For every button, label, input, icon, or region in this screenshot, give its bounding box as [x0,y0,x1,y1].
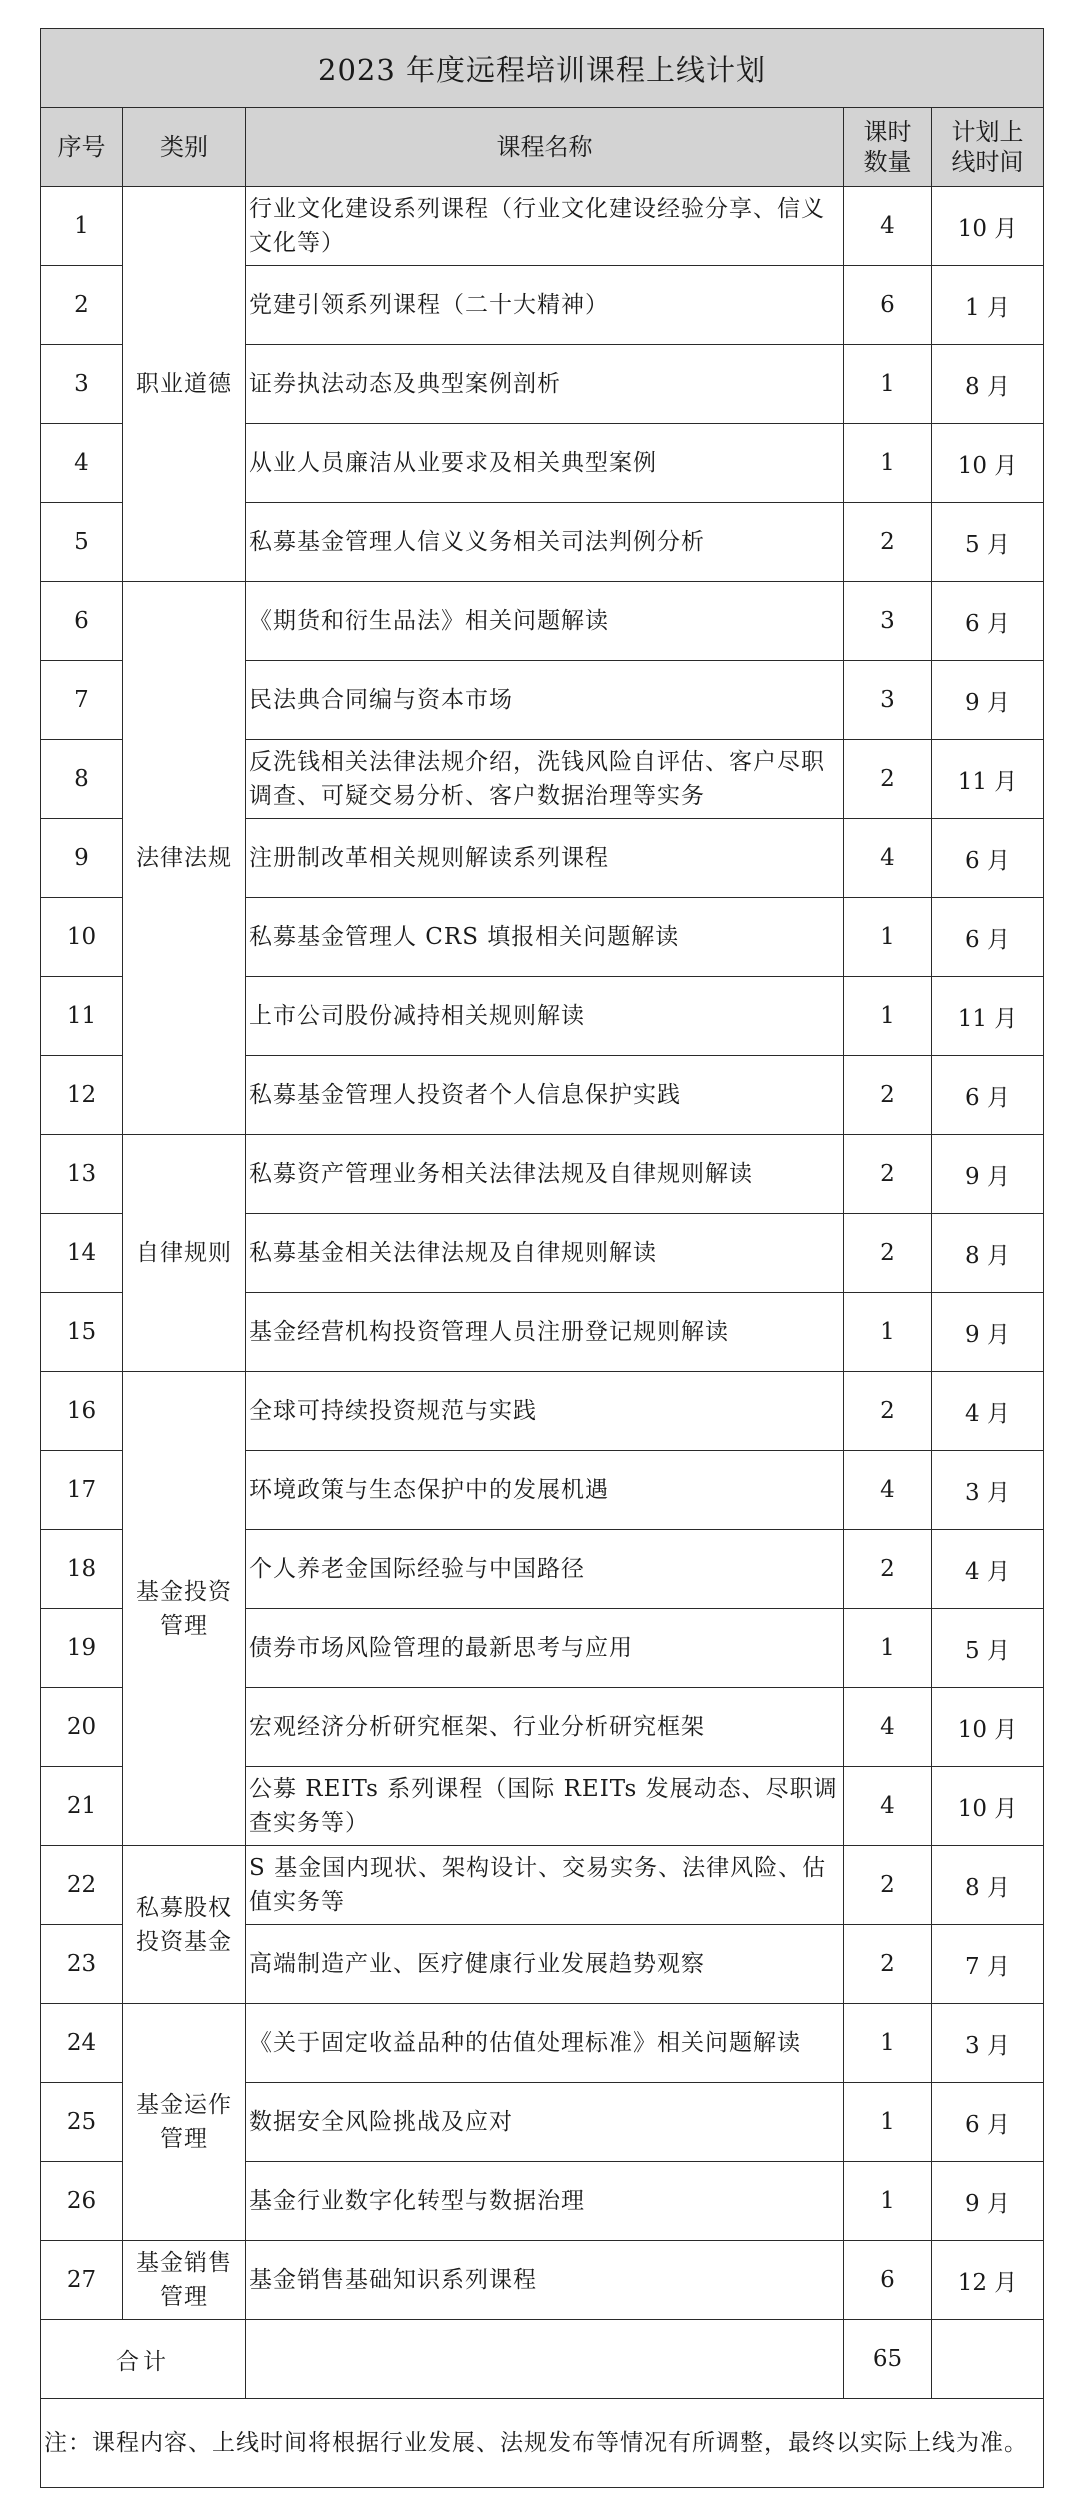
row-no: 16 [41,1372,123,1451]
header-hours-line: 课时 [863,118,912,146]
row-course-name: 数据安全风险挑战及应对 [246,2083,844,2162]
row-course-name: 私募资产管理业务相关法律法规及自律规则解读 [246,1135,844,1214]
table-row [41,2004,1044,2083]
category-line: 基金运作 [136,2092,232,2118]
row-hours: 4 [844,1688,932,1767]
row-hours: 4 [844,1451,932,1530]
category-line: 私募股权 [136,1894,232,1921]
row-no: 19 [41,1609,123,1688]
table-row [41,187,1044,266]
row-category [123,1846,246,2004]
category-line: 基金销售 [136,2250,232,2276]
row-hours: 2 [844,1530,932,1609]
row-month: 6 月 [932,2083,1044,2162]
row-month: 6 月 [932,898,1044,977]
course-plan-document [40,28,1043,2488]
row-no: 18 [41,1530,123,1609]
category-line: 基金投资 [136,1578,232,1605]
row-month: 10 月 [932,1688,1044,1767]
row-month: 4 月 [932,1372,1044,1451]
row-course-name: 证券执法动态及典型案例剖析 [246,345,844,424]
row-month: 7 月 [932,1925,1044,2004]
row-hours: 1 [844,2004,932,2083]
row-month: 9 月 [932,2162,1044,2241]
row-course-name: 私募基金管理人 CRS 填报相关问题解读 [246,898,844,977]
row-hours: 1 [844,424,932,503]
row-hours: 2 [844,1372,932,1451]
row-hours: 2 [844,1135,932,1214]
row-month: 8 月 [932,1846,1044,1925]
row-category [123,582,246,1135]
row-month: 10 月 [932,424,1044,503]
row-month: 9 月 [932,1135,1044,1214]
row-no: 11 [41,977,123,1056]
row-course-name: 债券市场风险管理的最新思考与应用 [246,1609,844,1688]
table-body [41,187,1044,2320]
category-line: 自律规则 [136,1240,232,1266]
category-line: 投资基金 [136,1928,232,1955]
row-hours: 2 [844,1925,932,2004]
row-course-name: 民法典合同编与资本市场 [246,661,844,740]
row-course-name: 基金行业数字化转型与数据治理 [246,2162,844,2241]
total-label: 合计 [41,2320,246,2399]
row-hours: 4 [844,819,932,898]
table-row [41,1135,1044,1214]
row-hours: 2 [844,503,932,582]
row-month: 6 月 [932,582,1044,661]
total-row [41,2320,1044,2399]
row-course-name: 注册制改革相关规则解读系列课程 [246,819,844,898]
header-month-line: 计划上 [951,118,1024,146]
row-month: 3 月 [932,2004,1044,2083]
row-no: 21 [41,1767,123,1846]
row-category [123,1372,246,1846]
row-month: 6 月 [932,1056,1044,1135]
row-course-name: 《期货和衍生品法》相关问题解读 [246,582,844,661]
row-no: 6 [41,582,123,661]
row-course-name: 《关于固定收益品种的估值处理标准》相关问题解读 [246,2004,844,2083]
row-hours: 1 [844,2162,932,2241]
row-no: 24 [41,2004,123,2083]
row-hours: 3 [844,582,932,661]
row-no: 14 [41,1214,123,1293]
row-month: 8 月 [932,1214,1044,1293]
row-no: 20 [41,1688,123,1767]
row-course-name: 私募基金管理人信义义务相关司法判例分析 [246,503,844,582]
row-no: 26 [41,2162,123,2241]
row-course-name: 高端制造产业、医疗健康行业发展趋势观察 [246,1925,844,2004]
row-month: 8 月 [932,345,1044,424]
row-category [123,187,246,582]
category-line: 管理 [160,1612,208,1639]
header-month [932,108,1044,187]
row-month: 12 月 [932,2241,1044,2320]
row-category [123,2004,246,2241]
row-hours: 6 [844,2241,932,2320]
row-hours: 1 [844,2083,932,2162]
row-course-name: 宏观经济分析研究框架、行业分析研究框架 [246,1688,844,1767]
row-month: 3 月 [932,1451,1044,1530]
row-course-name: 私募基金管理人投资者个人信息保护实践 [246,1056,844,1135]
header-hours-line: 数量 [863,148,912,176]
category-line: 管理 [160,2126,208,2152]
row-month: 9 月 [932,661,1044,740]
row-category [123,1135,246,1372]
row-no: 2 [41,266,123,345]
row-hours: 1 [844,898,932,977]
row-no: 10 [41,898,123,977]
course-plan-table [40,28,1044,2488]
row-month: 4 月 [932,1530,1044,1609]
row-month: 10 月 [932,1767,1044,1846]
row-month: 5 月 [932,1609,1044,1688]
table-row [41,582,1044,661]
header-no: 序号 [41,108,123,187]
row-no: 5 [41,503,123,582]
header-category: 类别 [123,108,246,187]
row-hours: 1 [844,1609,932,1688]
row-month: 10 月 [932,187,1044,266]
table-row [41,2241,1044,2320]
row-no: 4 [41,424,123,503]
row-hours: 2 [844,1214,932,1293]
row-no: 23 [41,1925,123,2004]
table-row [41,1846,1044,1925]
header-month-line: 线时间 [951,148,1024,176]
row-hours: 1 [844,977,932,1056]
row-course-name: S 基金国内现状、架构设计、交易实务、法律风险、估值实务等 [246,1846,844,1925]
row-course-name: 基金经营机构投资管理人员注册登记规则解读 [246,1293,844,1372]
row-course-name: 从业人员廉洁从业要求及相关典型案例 [246,424,844,503]
row-hours: 2 [844,1846,932,1925]
row-no: 13 [41,1135,123,1214]
row-no: 12 [41,1056,123,1135]
total-month-empty [932,2320,1044,2399]
header-hours [844,108,932,187]
category-line: 管理 [160,2284,208,2310]
row-hours: 6 [844,266,932,345]
table-row [41,1372,1044,1451]
row-no: 3 [41,345,123,424]
row-hours: 3 [844,661,932,740]
header-course: 课程名称 [246,108,844,187]
row-course-name: 公募 REITs 系列课程（国际 REITs 发展动态、尽职调查实务等） [246,1767,844,1846]
row-course-name: 党建引领系列课程（二十大精神） [246,266,844,345]
total-course-empty [246,2320,844,2399]
row-hours: 2 [844,740,932,819]
row-month: 6 月 [932,819,1044,898]
row-no: 17 [41,1451,123,1530]
row-hours: 2 [844,1056,932,1135]
row-hours: 4 [844,187,932,266]
row-course-name: 全球可持续投资规范与实践 [246,1372,844,1451]
row-hours: 4 [844,1767,932,1846]
row-course-name: 私募基金相关法律法规及自律规则解读 [246,1214,844,1293]
row-no: 25 [41,2083,123,2162]
row-hours: 1 [844,1293,932,1372]
row-month: 1 月 [932,266,1044,345]
row-month: 11 月 [932,977,1044,1056]
row-no: 8 [41,740,123,819]
row-course-name: 行业文化建设系列课程（行业文化建设经验分享、信义文化等） [246,187,844,266]
row-no: 15 [41,1293,123,1372]
category-line: 职业道德 [136,371,232,397]
row-category [123,2241,246,2320]
total-hours: 65 [844,2320,932,2399]
category-line: 法律法规 [136,845,232,871]
row-course-name: 环境政策与生态保护中的发展机遇 [246,1451,844,1530]
row-month: 5 月 [932,503,1044,582]
table-title: 2023 年度远程培训课程上线计划 [41,29,1044,108]
row-hours: 1 [844,345,932,424]
row-no: 27 [41,2241,123,2320]
row-no: 1 [41,187,123,266]
row-no: 22 [41,1846,123,1925]
footnote: 注：课程内容、上线时间将根据行业发展、法规发布等情况有所调整，最终以实际上线为准。 [41,2399,1044,2488]
row-month: 9 月 [932,1293,1044,1372]
row-course-name: 基金销售基础知识系列课程 [246,2241,844,2320]
row-course-name: 上市公司股份减持相关规则解读 [246,977,844,1056]
row-course-name: 反洗钱相关法律法规介绍，洗钱风险自评估、客户尽职调查、可疑交易分析、客户数据治理等实务 [246,740,844,819]
row-course-name: 个人养老金国际经验与中国路径 [246,1530,844,1609]
row-month: 11 月 [932,740,1044,819]
row-no: 9 [41,819,123,898]
header-row [41,108,1044,187]
row-no: 7 [41,661,123,740]
